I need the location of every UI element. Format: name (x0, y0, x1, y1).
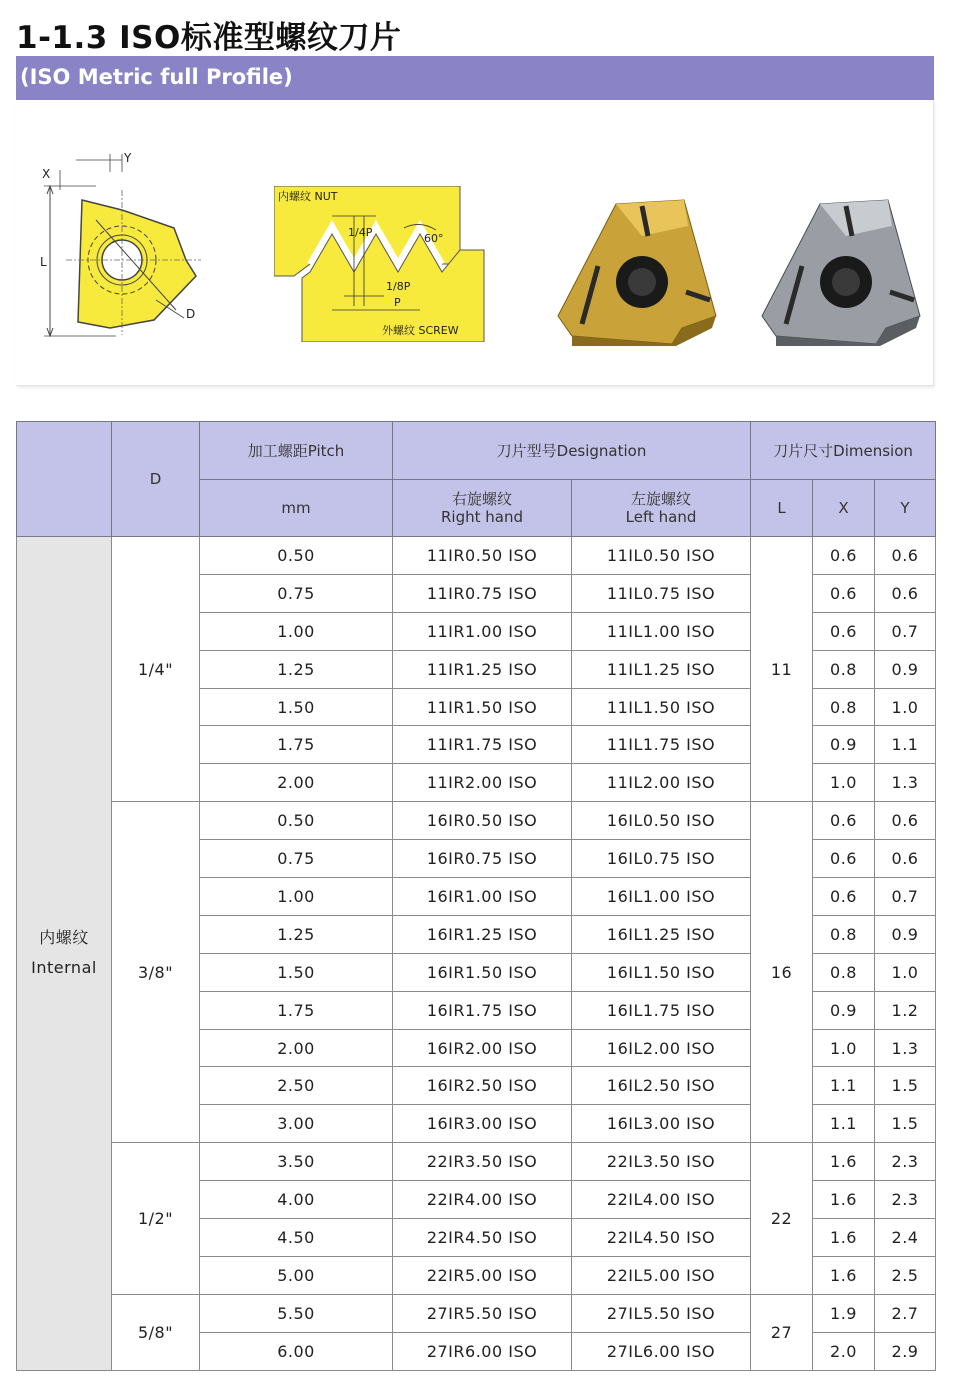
right-hand-designation-cell: 16IR2.50 ISO (393, 1067, 572, 1105)
x-cell: 1.1 (813, 1105, 875, 1143)
pitch-cell: 1.25 (200, 915, 393, 953)
y-cell: 1.5 (875, 1105, 936, 1143)
silver-insert-image (756, 196, 928, 346)
y-cell: 0.9 (875, 915, 936, 953)
x-cell: 0.6 (813, 802, 875, 840)
pitch-cell: 1.00 (200, 878, 393, 916)
x-cell: 0.6 (813, 878, 875, 916)
pitch-cell: 4.50 (200, 1219, 393, 1257)
right-hand-designation-cell: 22IR5.00 ISO (393, 1256, 572, 1294)
right-hand-designation-cell: 11IR0.75 ISO (393, 574, 572, 612)
pitch-cell: 2.50 (200, 1067, 393, 1105)
insert-dimension-diagram (36, 150, 226, 345)
pitch-cell: 0.75 (200, 574, 393, 612)
spec-table-body (17, 537, 936, 1371)
l-header: L (751, 480, 813, 537)
table-row (17, 1294, 936, 1332)
designation-header: 刀片型号Designation (393, 422, 751, 480)
x-cell: 1.6 (813, 1181, 875, 1219)
right-hand-designation-cell: 11IR1.25 ISO (393, 650, 572, 688)
pitch-cell: 3.00 (200, 1105, 393, 1143)
length-cell: 22 (751, 1143, 813, 1295)
x-cell: 1.9 (813, 1294, 875, 1332)
x-cell: 0.8 (813, 915, 875, 953)
y-cell: 0.6 (875, 840, 936, 878)
label-l: L (40, 255, 47, 269)
pitch-cell: 1.50 (200, 953, 393, 991)
diameter-cell: 3/8" (112, 802, 200, 1143)
thread-type-en: Internal (31, 958, 97, 978)
pitch-cell: 1.50 (200, 688, 393, 726)
left-hand-designation-cell: 16IL0.75 ISO (572, 840, 751, 878)
d-header: D (112, 422, 200, 537)
y-cell: 0.7 (875, 878, 936, 916)
pitch-cell: 0.50 (200, 537, 393, 575)
pitch-cell: 2.00 (200, 764, 393, 802)
table-row (17, 802, 936, 840)
x-cell: 0.8 (813, 650, 875, 688)
thread-type-cn: 内螺纹 (39, 928, 89, 948)
type-header-cell (17, 422, 112, 537)
right-hand-designation-cell: 22IR3.50 ISO (393, 1143, 572, 1181)
y-header: Y (875, 480, 936, 537)
pitch-cell: 0.75 (200, 840, 393, 878)
right-hand-designation-cell: 16IR1.25 ISO (393, 915, 572, 953)
left-hand-designation-cell: 16IL1.50 ISO (572, 953, 751, 991)
right-hand-designation-cell: 16IR2.00 ISO (393, 1029, 572, 1067)
y-cell: 2.9 (875, 1332, 936, 1370)
x-cell: 1.6 (813, 1143, 875, 1181)
p-label: P (394, 296, 401, 309)
quarter-p-label: 1/4P (348, 226, 373, 239)
screw-label: 外螺纹 SCREW (382, 324, 459, 337)
right-hand-designation-cell: 16IR1.50 ISO (393, 953, 572, 991)
x-cell: 0.8 (813, 953, 875, 991)
right-hand-designation-cell: 16IR1.00 ISO (393, 878, 572, 916)
y-cell: 1.3 (875, 1029, 936, 1067)
y-cell: 0.6 (875, 574, 936, 612)
pitch-cell: 0.50 (200, 802, 393, 840)
left-hand-designation-cell: 16IL3.00 ISO (572, 1105, 751, 1143)
left-hand-designation-cell: 16IL0.50 ISO (572, 802, 751, 840)
length-cell: 27 (751, 1294, 813, 1370)
table-row (17, 537, 936, 575)
x-cell: 0.6 (813, 574, 875, 612)
spec-table (16, 421, 936, 1371)
y-cell: 2.7 (875, 1294, 936, 1332)
x-cell: 0.9 (813, 726, 875, 764)
length-cell: 16 (751, 802, 813, 1143)
x-cell: 0.6 (813, 612, 875, 650)
right-hand-designation-cell: 22IR4.00 ISO (393, 1181, 572, 1219)
right-hand-designation-cell: 16IR0.50 ISO (393, 802, 572, 840)
pitch-cell: 2.00 (200, 1029, 393, 1067)
x-header: X (813, 480, 875, 537)
diameter-cell: 1/4" (112, 537, 200, 802)
y-cell: 2.5 (875, 1256, 936, 1294)
x-cell: 2.0 (813, 1332, 875, 1370)
x-cell: 1.0 (813, 764, 875, 802)
right-hand-en: Right hand (441, 508, 523, 526)
right-hand-designation-cell: 11IR0.50 ISO (393, 537, 572, 575)
y-cell: 1.1 (875, 726, 936, 764)
left-hand-designation-cell: 22IL5.00 ISO (572, 1256, 751, 1294)
y-cell: 2.3 (875, 1181, 936, 1219)
left-hand-designation-cell: 16IL1.75 ISO (572, 991, 751, 1029)
gold-insert-image (552, 196, 724, 346)
right-hand-header (393, 480, 572, 537)
right-hand-designation-cell: 16IR3.00 ISO (393, 1105, 572, 1143)
left-hand-en: Left hand (625, 508, 697, 526)
y-cell: 1.0 (875, 953, 936, 991)
left-hand-designation-cell: 16IL2.50 ISO (572, 1067, 751, 1105)
pitch-cell: 5.00 (200, 1256, 393, 1294)
y-cell: 0.6 (875, 537, 936, 575)
x-cell: 1.0 (813, 1029, 875, 1067)
header-row-1 (17, 422, 936, 480)
left-hand-designation-cell: 11IL1.50 ISO (572, 688, 751, 726)
left-hand-header (572, 480, 751, 537)
diameter-cell: 5/8" (112, 1294, 200, 1370)
pitch-cell: 1.75 (200, 991, 393, 1029)
length-cell: 11 (751, 537, 813, 802)
y-cell: 1.0 (875, 688, 936, 726)
diameter-cell: 1/2" (112, 1143, 200, 1295)
angle-label: 60° (424, 232, 444, 245)
left-hand-cn: 左旋螺纹 (630, 490, 691, 508)
label-y: Y (124, 151, 132, 165)
thread-type-cell (17, 537, 112, 1371)
y-cell: 0.9 (875, 650, 936, 688)
thread-profile-diagram (274, 186, 506, 342)
x-cell: 0.8 (813, 688, 875, 726)
right-hand-cn: 右旋螺纹 (451, 490, 512, 508)
x-cell: 0.9 (813, 991, 875, 1029)
right-hand-designation-cell: 27IR5.50 ISO (393, 1294, 572, 1332)
right-hand-designation-cell: 16IR0.75 ISO (393, 840, 572, 878)
y-cell: 1.3 (875, 764, 936, 802)
y-cell: 1.5 (875, 1067, 936, 1105)
right-hand-designation-cell: 22IR4.50 ISO (393, 1219, 572, 1257)
left-hand-designation-cell: 22IL3.50 ISO (572, 1143, 751, 1181)
left-hand-designation-cell: 27IL6.00 ISO (572, 1332, 751, 1370)
pitch-cell: 6.00 (200, 1332, 393, 1370)
y-cell: 2.3 (875, 1143, 936, 1181)
x-cell: 1.6 (813, 1219, 875, 1257)
subtitle: (ISO Metric full Profile) (20, 65, 293, 89)
label-d: D (186, 307, 196, 321)
left-hand-designation-cell: 11IL0.50 ISO (572, 537, 751, 575)
x-cell: 0.6 (813, 537, 875, 575)
pitch-cell: 1.25 (200, 650, 393, 688)
x-cell: 1.1 (813, 1067, 875, 1105)
right-hand-designation-cell: 11IR1.50 ISO (393, 688, 572, 726)
left-hand-designation-cell: 16IL1.00 ISO (572, 878, 751, 916)
y-cell: 0.6 (875, 802, 936, 840)
table-row (17, 1143, 936, 1181)
left-hand-designation-cell: 16IL2.00 ISO (572, 1029, 751, 1067)
x-cell: 0.6 (813, 840, 875, 878)
right-hand-designation-cell: 11IR2.00 ISO (393, 764, 572, 802)
x-cell: 1.6 (813, 1256, 875, 1294)
left-hand-designation-cell: 22IL4.50 ISO (572, 1219, 751, 1257)
left-hand-designation-cell: 27IL5.50 ISO (572, 1294, 751, 1332)
pitch-cell: 5.50 (200, 1294, 393, 1332)
right-hand-designation-cell: 11IR1.75 ISO (393, 726, 572, 764)
left-hand-designation-cell: 22IL4.00 ISO (572, 1181, 751, 1219)
pitch-cell: 1.75 (200, 726, 393, 764)
right-hand-designation-cell: 16IR1.75 ISO (393, 991, 572, 1029)
y-cell: 1.2 (875, 991, 936, 1029)
left-hand-designation-cell: 11IL2.00 ISO (572, 764, 751, 802)
left-hand-designation-cell: 16IL1.25 ISO (572, 915, 751, 953)
pitch-cell: 1.00 (200, 612, 393, 650)
page-title: 1-1.3 ISO标准型螺纹刀片 (16, 20, 402, 56)
pitch-header: 加工螺距Pitch (200, 422, 393, 480)
pitch-cell: 4.00 (200, 1181, 393, 1219)
left-hand-designation-cell: 11IL0.75 ISO (572, 574, 751, 612)
right-hand-designation-cell: 11IR1.00 ISO (393, 612, 572, 650)
right-hand-designation-cell: 27IR6.00 ISO (393, 1332, 572, 1370)
y-cell: 2.4 (875, 1219, 936, 1257)
eighth-p-label: 1/8P (386, 280, 411, 293)
y-cell: 0.7 (875, 612, 936, 650)
nut-label: 内螺纹 NUT (278, 190, 338, 203)
label-x: X (42, 167, 51, 181)
mm-header: mm (200, 480, 393, 537)
left-hand-designation-cell: 11IL1.00 ISO (572, 612, 751, 650)
pitch-cell: 3.50 (200, 1143, 393, 1181)
left-hand-designation-cell: 11IL1.25 ISO (572, 650, 751, 688)
left-hand-designation-cell: 11IL1.75 ISO (572, 726, 751, 764)
figure-panel (16, 100, 934, 386)
subtitle-bar (16, 56, 934, 100)
dimension-header: 刀片尺寸Dimension (751, 422, 936, 480)
